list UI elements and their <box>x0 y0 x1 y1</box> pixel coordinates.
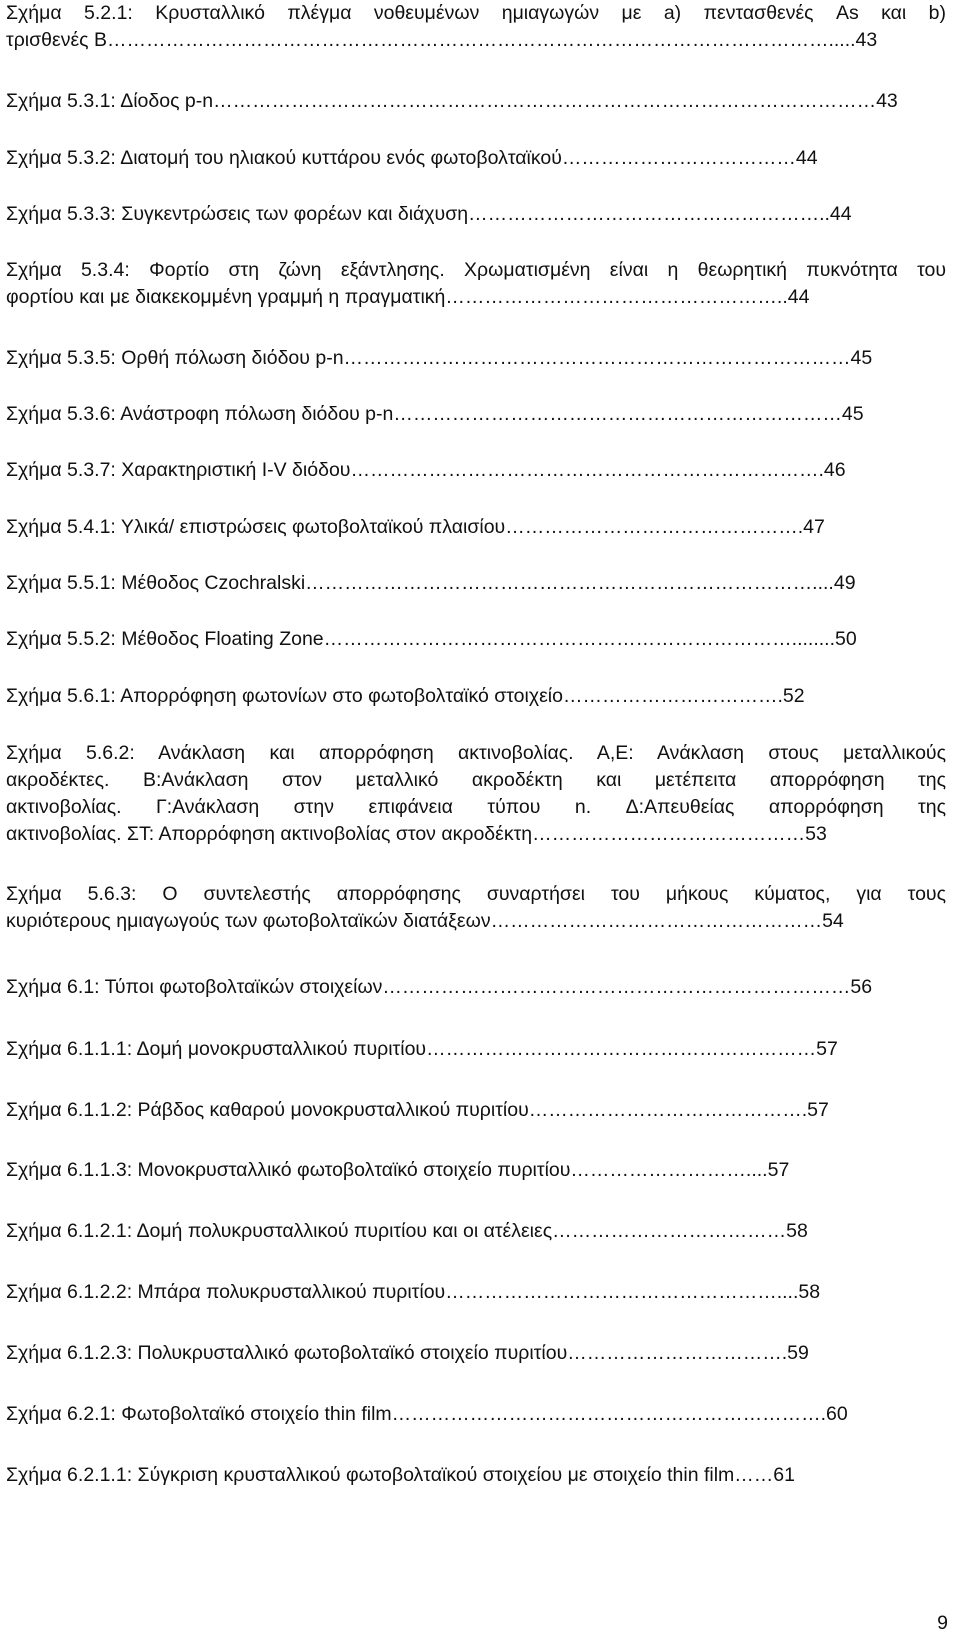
toc-entry-5-3-4 <box>6 257 946 311</box>
toc-line: Σχήμα 6.1.1.3: Μονοκρυσταλλικό φωτοβολταϊκό στοιχείο πυριτίου………………………....57 <box>6 1159 790 1181</box>
toc-line: Σχήμα 6.1.2.2: Μπάρα πολυκρυσταλλικού πυριτίου……………………………………………....58 <box>6 1281 821 1303</box>
toc-entry-5-6-2 <box>6 740 946 848</box>
toc-line: Σχήμα 5.5.1: Μέθοδος Czochralski……………………………………………………………………....49 <box>6 572 856 594</box>
toc-line: ακτινοβολίας. Γ:Ανάκλαση στην επιφάνεια τύπου n. Δ:Απευθείας απορρόφηση της <box>6 796 946 818</box>
toc-entry-5-3-5 <box>6 345 946 372</box>
toc-entry-6-2-1 <box>6 1401 946 1428</box>
toc-entry-5-5-1 <box>6 570 946 597</box>
toc-line: Σχήμα 6.1.2.1: Δομή πολυκρυσταλλικού πυριτίου και οι ατέλειες………………………………58 <box>6 1220 808 1242</box>
toc-line: φορτίου και με διακεκομμένη γραμμή η πραγματική……………………………………………..44 <box>6 286 810 308</box>
toc-entry-5-6-1 <box>6 683 946 710</box>
toc-line: κυριότερους ημιαγωγούς των φωτοβολταϊκών διατάξεων……………………………………………54 <box>6 910 844 932</box>
toc-line: ακτινοβολίας. ΣΤ: Απορρόφηση ακτινοβολίας στον ακροδέκτη……………………………………53 <box>6 823 827 845</box>
toc-line: Σχήμα 5.3.7: Χαρακτηριστική I-V διόδου……………………………………………………………….46 <box>6 459 846 481</box>
toc-line: Σχήμα 6.2.1.1: Σύγκριση κρυσταλλικού φωτοβολταϊκού στοιχείου με στοιχείο thin film……61 <box>6 1464 795 1486</box>
toc-entry-5-3-7 <box>6 457 946 484</box>
toc-line: Σχήμα 5.3.5: Ορθή πόλωση διόδου p-n……………………………………………………………………45 <box>6 347 873 369</box>
toc-entry-6-1-1-3 <box>6 1157 946 1184</box>
toc-line: Σχήμα 5.4.1: Υλικά/ επιστρώσεις φωτοβολταϊκού πλαισίου……………………………………….47 <box>6 516 825 538</box>
toc-entry-5-3-3 <box>6 201 946 228</box>
toc-entry-6-1-2-1 <box>6 1218 946 1245</box>
toc-entry-5-3-2 <box>6 145 946 172</box>
toc-entry-6-1 <box>6 974 946 1001</box>
toc-entry-5-3-1 <box>6 88 946 115</box>
toc-entry-5-4-1 <box>6 514 946 541</box>
toc-entry-6-1-1-1 <box>6 1036 946 1063</box>
toc-line: ακροδέκτες. Β:Ανάκλαση στον μεταλλικό ακροδέκτη και μετέπειτα απορρόφηση της <box>6 769 946 791</box>
toc-line: Σχήμα 5.5.2: Μέθοδος Floating Zone………………………………………………………………........50 <box>6 628 857 650</box>
toc-line: Σχήμα 5.2.1: Κρυσταλλικό πλέγμα νοθευμένων ημιαγωγών με a) πεντασθενές As και b) <box>6 2 946 24</box>
page-number: 9 <box>937 1612 948 1634</box>
toc-line: Σχήμα 6.2.1: Φωτοβολταϊκό στοιχείο thin film………………………………………………………….60 <box>6 1403 848 1425</box>
toc-line: Σχήμα 6.1.2.3: Πολυκρυσταλλικό φωτοβολταϊκό στοιχείο πυριτίου…………………………….59 <box>6 1342 809 1364</box>
toc-line: τρισθενές B………………………………………………………………………………………………….....43 <box>6 29 878 51</box>
toc-entry-6-1-2-2 <box>6 1279 946 1306</box>
toc-line: Σχήμα 6.1.1.2: Ράβδος καθαρού μονοκρυσταλλικού πυριτίου…………………………………….57 <box>6 1099 829 1121</box>
toc-line: Σχήμα 5.3.2: Διατομή του ηλιακού κυττάρου ενός φωτοβολταϊκού………………………………44 <box>6 147 818 169</box>
toc-line: Σχήμα 5.3.1: Δίοδος p-n…………………………………………………………………………………………43 <box>6 90 898 112</box>
toc-line: Σχήμα 5.3.3: Συγκεντρώσεις των φορέων και διάχυση………………………………………………..44 <box>6 203 852 225</box>
toc-line: Σχήμα 5.6.1: Απορρόφηση φωτονίων στο φωτοβολταϊκό στοιχείο…………………………….52 <box>6 685 805 707</box>
toc-line: Σχήμα 5.6.3: Ο συντελεστής απορρόφησης συναρτήσει του μήκους κύματος, για τους <box>6 883 946 905</box>
toc-entry-5-6-3 <box>6 881 946 935</box>
toc-line: Σχήμα 5.3.4: Φορτίο στη ζώνη εξάντλησης. Χρωματισμένη είναι η θεωρητική πυκνότητα του <box>6 259 946 281</box>
toc-line: Σχήμα 6.1: Τύποι φωτοβολταϊκών στοιχείων………………………………………………………………56 <box>6 976 873 998</box>
toc-entry-5-3-6 <box>6 401 946 428</box>
toc-entry-6-1-2-3 <box>6 1340 946 1367</box>
toc-entry-6-2-1-1 <box>6 1462 946 1489</box>
toc-line: Σχήμα 5.6.2: Ανάκλαση και απορρόφηση ακτινοβολίας. Α,Ε: Ανάκλαση στους μεταλλικούς <box>6 742 946 764</box>
toc-entry-5-5-2 <box>6 626 946 653</box>
toc-entry-6-1-1-2 <box>6 1097 946 1124</box>
toc-entry-5-2-1 <box>6 0 946 54</box>
toc-line: Σχήμα 5.3.6: Ανάστροφη πόλωση διόδου p-n……………………………………………………………45 <box>6 403 864 425</box>
toc-line: Σχήμα 6.1.1.1: Δομή μονοκρυσταλλικού πυριτίου……………………………………………………57 <box>6 1038 838 1060</box>
